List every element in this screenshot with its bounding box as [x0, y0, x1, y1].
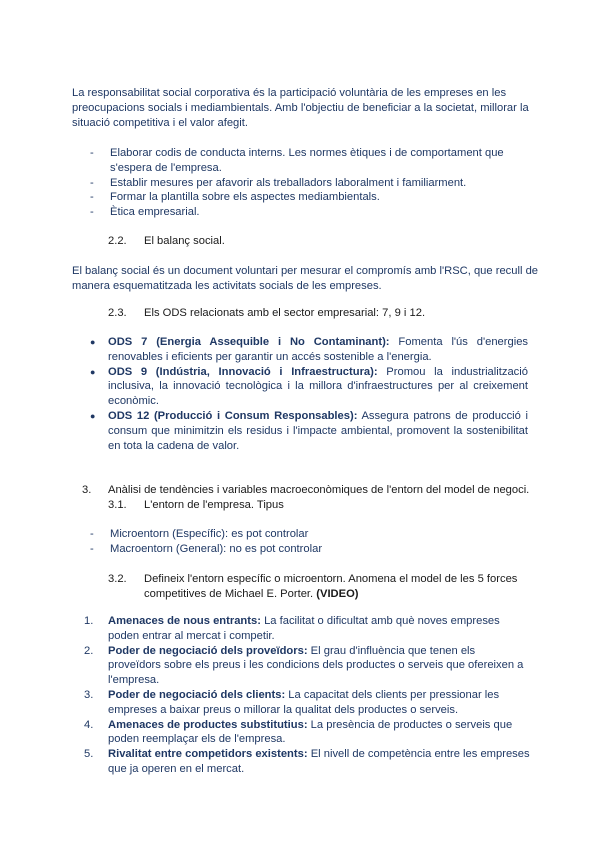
balanc-paragraph: El balanç social és un document voluntari per mesurar el compromís amb l'RSC, que recull de manera esquematitzada les activitats socials de les empreses. [72, 265, 539, 292]
list-item: - Macroentorn (General): no es pot controlar [90, 542, 510, 557]
section-number: 2.3. [108, 307, 127, 319]
list-item: - Microentorn (Específic): es pot controlar [90, 527, 510, 542]
ods-text: Assegura patrons de producció i consum que minimitzin els residus i l'impacte ambiental, promovent la sostenibilitat en tota la cadena de valor. [108, 409, 528, 452]
list-item [84, 614, 530, 644]
list-item [90, 335, 528, 365]
force-name: Amenaces de nous entrants: [108, 615, 261, 627]
force-text: El grau d'influència que tenen els proveïdors sobre els preus i les condicions dels productes o serveis que ofereixen a l'empresa. [108, 644, 524, 687]
section-2-3-heading [108, 306, 538, 321]
section-title: Anàlisi de tendències i variables macroeconòmiques de l'entorn del model de negoci. [108, 484, 530, 496]
list-item: - Elaborar codis de conducta interns. Les normes ètiques i de comportament que s'espera de l'empresa. [90, 146, 510, 176]
force-text: La capacitat dels clients per pressionar les empreses a baixar preus o millorar la qualitat dels productes o serveis. [108, 688, 500, 716]
list-item: - Ètica empresarial. [90, 205, 510, 220]
section-3-2-heading [108, 572, 528, 602]
ods-text: Fomenta l'ús d'energies renovables i eficients per garantir un accés sostenible a l'energia. [108, 336, 529, 363]
force-name: Poder de negociació dels proveïdors: [108, 644, 308, 657]
section-title: El balanç social. [144, 235, 225, 247]
force-name: Poder de negociació dels clients: [108, 688, 286, 701]
section-title: Defineix l'entorn específic o microentorn. Anomena el model de les 5 forces competitives de Michael E. Porter. [144, 573, 518, 600]
section-2-2-heading [108, 234, 538, 249]
item-number: 3. [84, 688, 94, 701]
section-number: 3.1. [108, 499, 127, 511]
porter-forces-list [84, 614, 530, 777]
rsc-actions-list [90, 146, 510, 220]
section-title: L'entorn de l'empresa. Tipus [144, 499, 284, 511]
ods-name: ODS 12 (Producció i Consum Responsables): [108, 409, 358, 422]
entorn-types-list [90, 527, 510, 557]
section-3-heading [82, 483, 542, 498]
force-name: Amenaces de productes substitutius: [108, 718, 308, 731]
ods-text: Promou la industrialització inclusiva, la innovació tecnològica i la millora d'infraestructures per al creixement econòmic. [108, 365, 528, 408]
list-item: - Formar la plantilla sobre els aspectes mediambientals. [90, 190, 510, 205]
force-text: El nivell de competència entre les empreses que ja operen en el mercat. [108, 748, 530, 775]
intro-paragraph: La responsabilitat social corporativa és la participació voluntària de les empreses en les preocupacions socials i mediambientals. Amb l'objectiu de beneficiar a la societat, millorar la situació competitiva i el valor afegit. [72, 87, 529, 129]
bullet-icon: ● [90, 337, 96, 347]
item-number: 1. [84, 615, 94, 627]
item-number: 5. [84, 748, 94, 761]
item-number: 4. [84, 718, 94, 731]
ods-list [90, 335, 528, 453]
force-text: La facilitat o dificultat amb què noves empreses poden entrar al mercat i competir. [108, 615, 500, 642]
ods-name: ODS 7 (Energia Assequible i No Contaminant): [108, 336, 390, 348]
list-item [84, 747, 530, 777]
bullet-icon: ● [90, 410, 96, 421]
video-label: (VIDEO) [316, 587, 359, 600]
list-item [84, 688, 530, 718]
section-3-1-heading [108, 498, 538, 513]
list-item [84, 718, 530, 748]
list-item [90, 409, 528, 453]
list-item: - Establir mesures per afavorir als treballadors laboralment i familiarment. [90, 176, 510, 191]
bullet-icon: ● [90, 366, 96, 377]
item-number: 2. [84, 644, 94, 657]
list-item [84, 644, 530, 688]
force-text: La presència de productes o serveis que poden reemplaçar els de l'empresa. [108, 718, 513, 746]
section-number: 3. [82, 484, 92, 496]
section-number: 2.2. [108, 235, 127, 247]
section-title: Els ODS relacionats amb el sector empresarial: 7, 9 i 12. [144, 307, 426, 319]
ods-name: ODS 9 (Indústria, Innovació i Infraestructura): [108, 365, 378, 378]
list-item [90, 365, 528, 409]
force-name: Rivalitat entre competidors existents: [108, 748, 308, 761]
section-number: 3.2. [108, 573, 127, 585]
